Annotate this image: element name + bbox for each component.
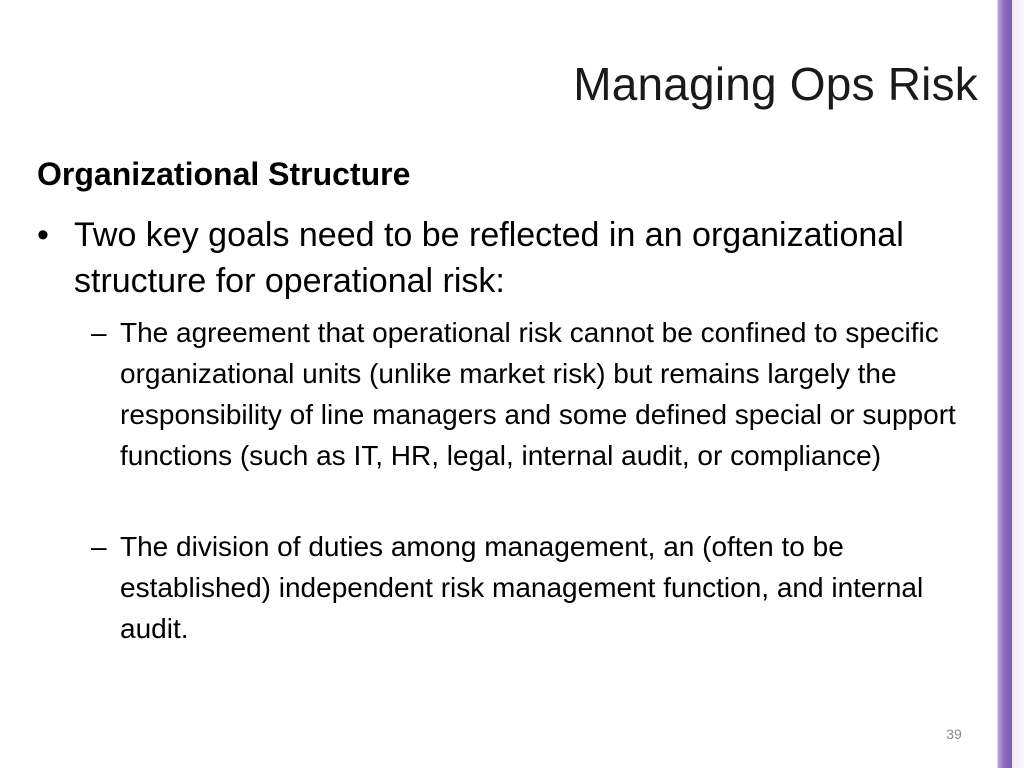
- slide-title: Managing Ops Risk: [573, 58, 978, 110]
- bullet-icon: •: [37, 216, 49, 254]
- main-bullet-text: Two key goals need to be reflected in an organizational structure for operational risk:: [74, 216, 904, 300]
- main-bullet: [37, 212, 977, 304]
- accent-bar: [998, 0, 1012, 768]
- sub-bullet-1: [91, 312, 989, 476]
- accent-edge: [1012, 0, 1024, 768]
- page-number: 39: [946, 726, 962, 742]
- section-heading: Organizational Structure: [37, 156, 411, 192]
- sub-bullet-2: [91, 526, 989, 649]
- dash-icon: –: [91, 317, 107, 348]
- dash-icon: –: [91, 531, 107, 562]
- sub-bullet-text: The agreement that operational risk cannot be confined to specific organizational units (unlike market risk) but remains largely the responsibility of line managers and some defined special or support functions (such as IT, HR, legal, internal audit, or compliance): [120, 317, 956, 471]
- sub-bullet-text: The division of duties among management, an (often to be established) independent risk management function, and internal audit.: [120, 531, 924, 644]
